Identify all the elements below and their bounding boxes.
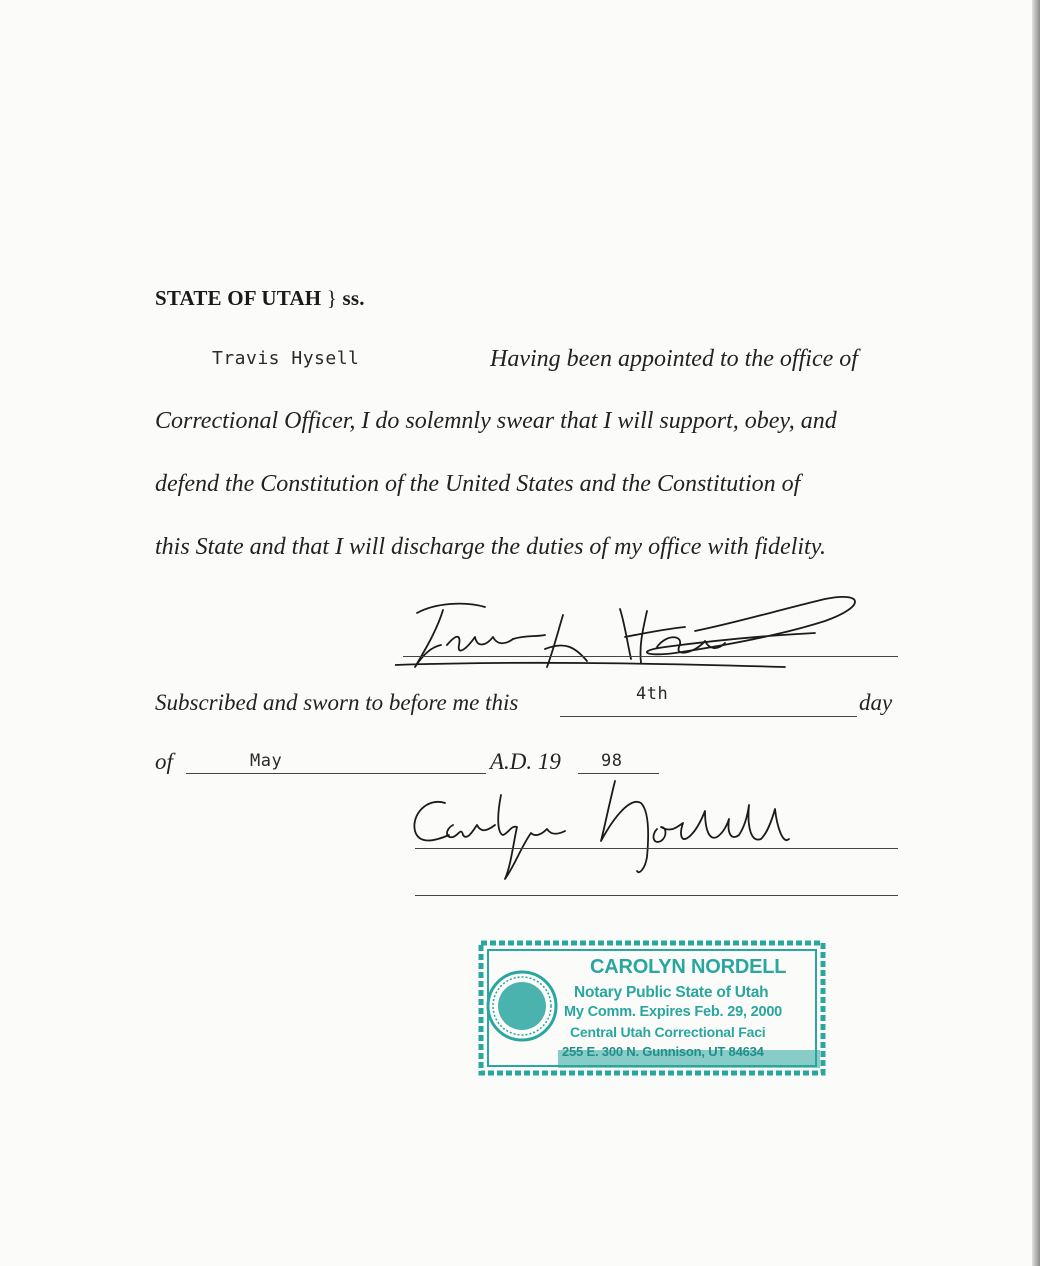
officer-signature-line [403,656,898,657]
notary-title-line [415,895,898,896]
stamp-title: Notary Public State of Utah [574,984,769,1001]
page-edge [1032,0,1040,1266]
day-value: 4th [636,684,669,704]
stamp-facility: Central Utah Correctional Faci [570,1024,766,1040]
ad-label: A.D. 19 [490,749,561,774]
stamp-address: 255 E. 300 N. Gunnison, UT 84634 [562,1044,764,1059]
stamp-notary-name: CAROLYN NORDELL [590,956,787,978]
month-value: May [250,751,283,771]
year-value: 98 [601,751,623,771]
year-field-line [578,773,659,774]
notary-signature [405,775,825,885]
venue-header [155,286,365,311]
officer-name: Travis Hysell [212,348,360,369]
ss-label: ss. [342,286,365,310]
subscribed-text: Subscribed and sworn to before me this [155,690,519,715]
state-label: STATE OF UTAH [155,286,322,310]
oath-line-3: defend the Constitution of the United States and the Constitution of [155,471,801,497]
day-field-line [560,716,857,717]
oath-line-4: this State and that I will discharge the duties of my office with fidelity. [155,534,827,560]
state-seal-icon [488,972,556,1040]
of-label: of [155,749,173,774]
officer-signature [395,585,865,680]
stamp-expiration: My Comm. Expires Feb. 29, 2000 [564,1004,783,1020]
notary-stamp [478,940,826,1076]
month-field-line [186,773,486,774]
notary-signature-line [415,848,898,849]
brace: } [326,286,338,310]
oath-line-2: Correctional Officer, I do solemnly swear that I will support, obey, and [155,408,837,434]
oath-line-1: Having been appointed to the office of [490,346,858,372]
day-label: day [859,690,893,715]
